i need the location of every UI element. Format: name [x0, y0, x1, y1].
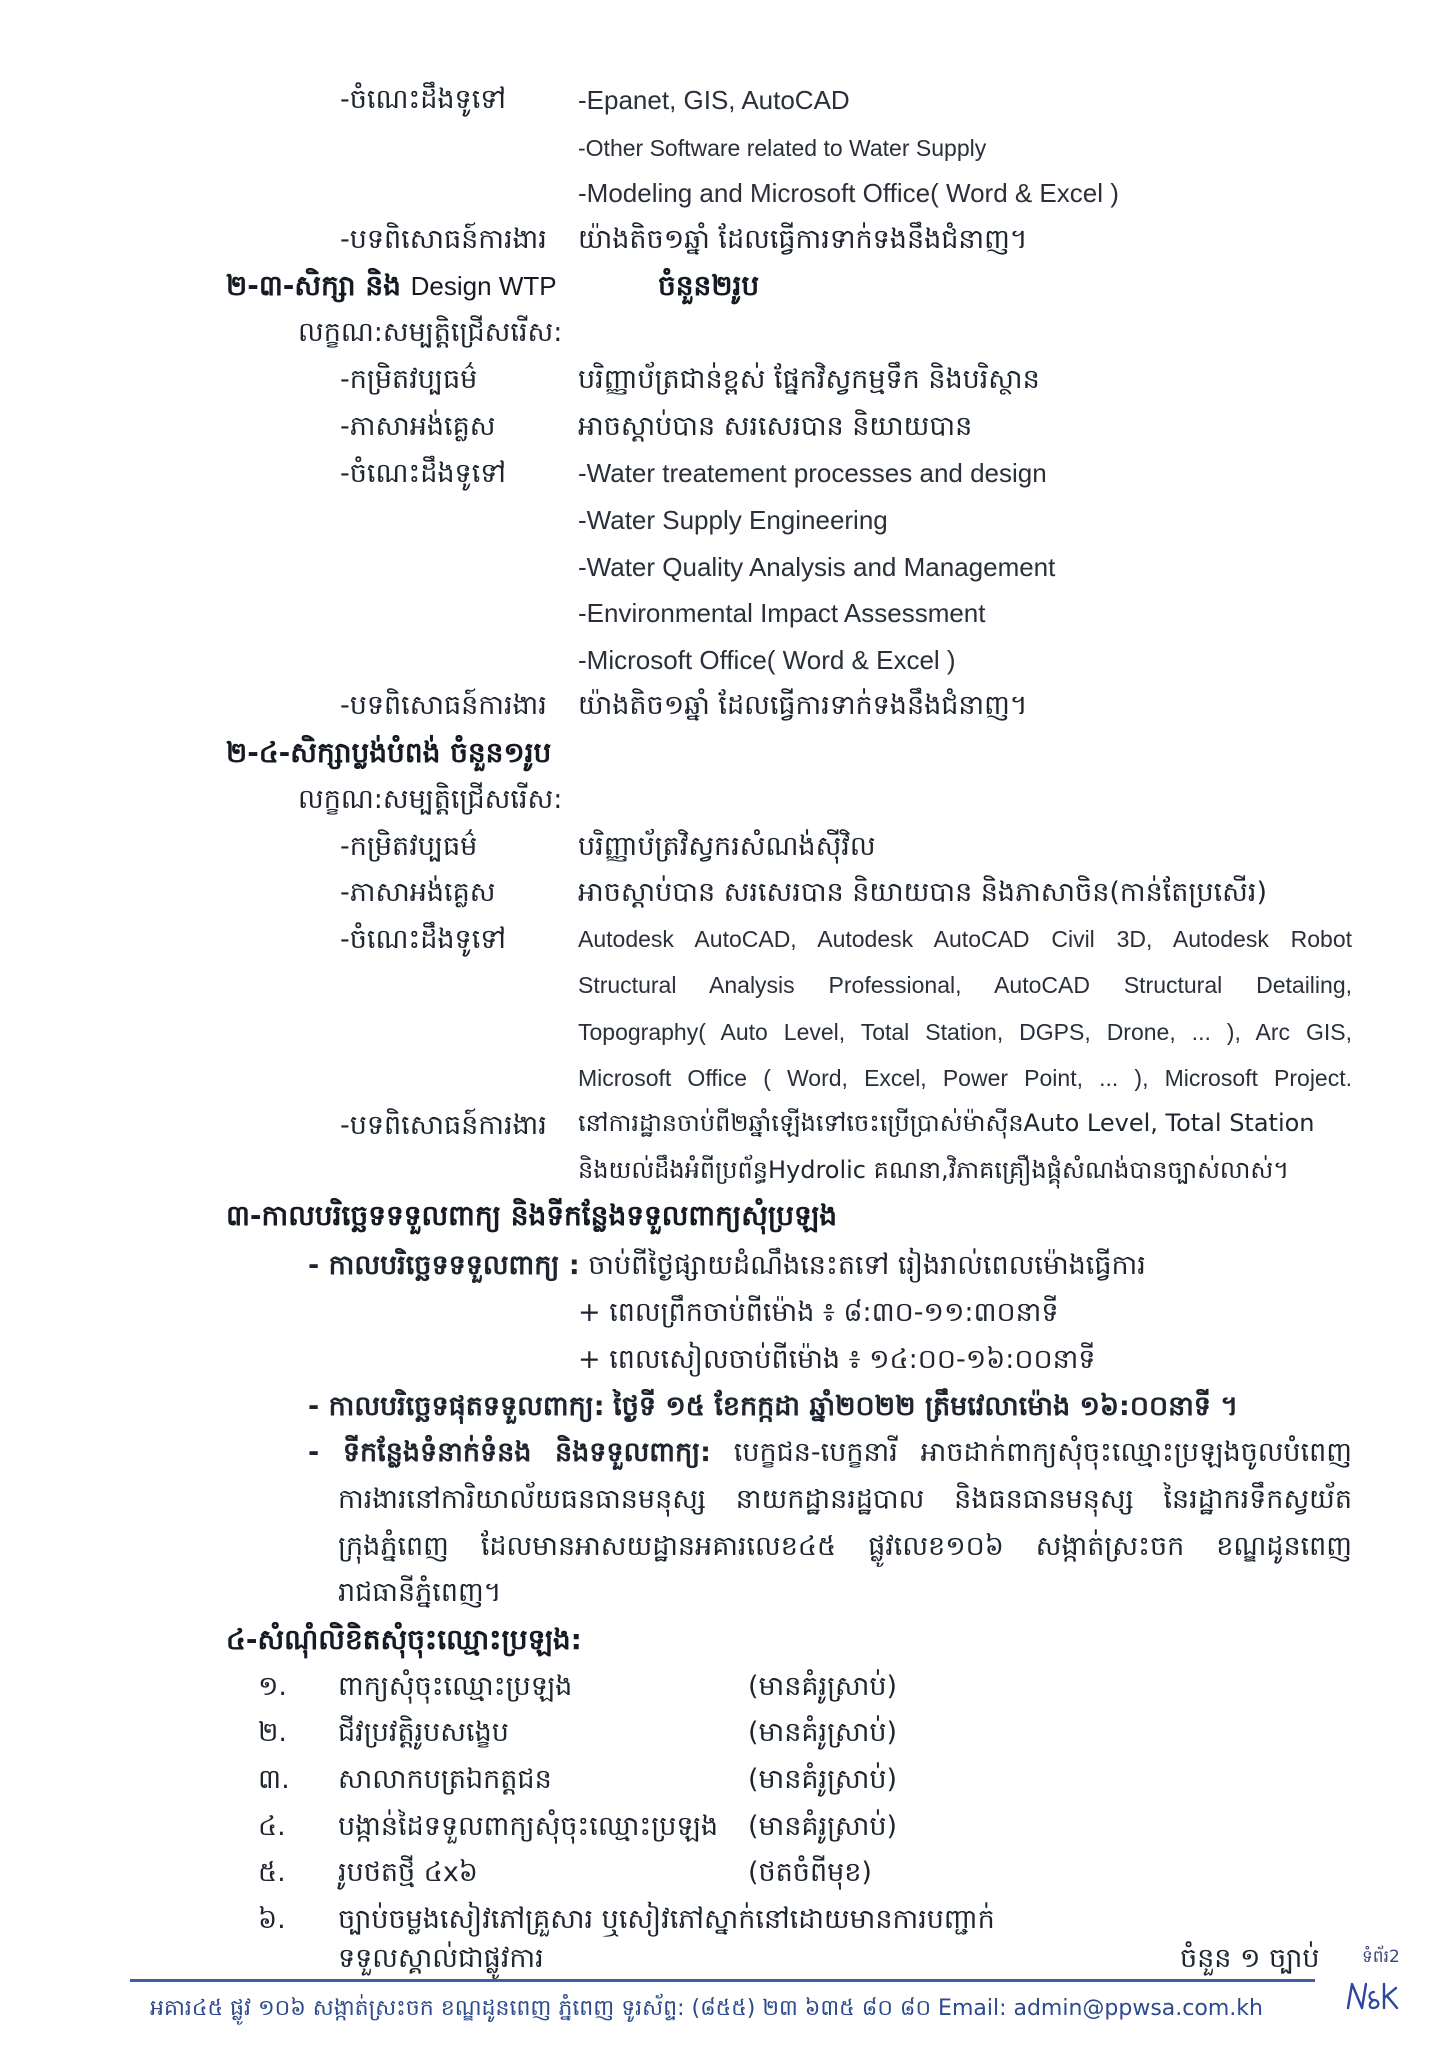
footer-address: អគារ៤៥ ផ្លូវ ១០៦ សង្កាត់ស្រះចក ខណ្ឌដូនពេញ ភ្នំពេញ ទូរស័ព្ទ: (៨៥៥) ២៣ ៦៣៥ ៨០ ៨០ Email: admin@ppwsa.com.kh [150, 1996, 1263, 2021]
sec24-lang: អាចស្តាប់បាន សរសេរបាន និយាយបាន និងភាសាចិន(កាន់តែប្រសើរ) [578, 877, 1267, 908]
sec4-item-2-text: ជីវប្រវត្តិរូបសង្ខេប [338, 1717, 509, 1748]
sec24-knowledge-4: Microsoft Office ( Word, Excel, Power Point, ... ), Microsoft Project. [578, 1065, 1352, 1091]
sec4-item-5-num: ៥. [258, 1857, 286, 1888]
sec4-item-6-count: ចំនួន ១ ច្បាប់ [1180, 1943, 1320, 1974]
sec4-item-4-text: បង្កាន់ដៃទទួលពាក្យសុំចុះឈ្មោះប្រឡង [338, 1811, 718, 1842]
sec23-degree: បរិញ្ញាប័ត្រជាន់ខ្ពស់ ផ្នែកវិស្វកម្មទឹក និងបរិស្ថាន [578, 364, 1040, 395]
sec3-period-line [308, 1250, 1146, 1281]
handwritten-initials-icon [1344, 1978, 1400, 2014]
sec22-knowledge-1: -Epanet, GIS, AutoCAD [578, 85, 850, 115]
sec24-experience-2: និងយល់ដឹងអំពីប្រព័ន្ធHydrolic គណនា,វិភាគគ្រឿងផ្គុំសំណង់បានច្បាស់លាស់។ [578, 1156, 1290, 1184]
sec24-degree: បរិញ្ញាប័ត្រវិស្វករសំណង់ស៊ីវិល [578, 831, 876, 862]
sec23-experience-label: -បទពិសោធន៍ការងារ [340, 690, 547, 721]
sec22-experience-label: -បទពិសោធន៍ការងារ [340, 224, 547, 255]
sec4-item-6-num: ៦. [258, 1904, 286, 1935]
sec4-item-6-text: ច្បាប់ចម្លងសៀវភៅគ្រួសារ ឬសៀវភៅស្នាក់នៅដោយមានការបញ្ជាក់ [338, 1904, 995, 1935]
sec3-deadline: ថ្ងៃទី ១៥ ខែកក្កដា ឆ្នាំ២០២២ ត្រឹមវេលាម៉ោង ១៦:០០នាទី ។ [613, 1391, 1239, 1422]
sec23-knowledge-label: -ចំណេះដឹងទូទៅ [340, 458, 506, 489]
sec22-knowledge-2: -Other Software related to Water Supply [578, 135, 987, 161]
sec24-knowledge-3: Topography( Auto Level, Total Station, DGPS, Drone, ... ), Arc GIS, [578, 1019, 1352, 1045]
sec23-lang-label: -ភាសាអង់គ្លេស [340, 411, 496, 442]
sec23-count: ចំនួន២រូប [658, 269, 760, 302]
sec4-item-3-note: (មានគំរូស្រាប់) [748, 1764, 898, 1795]
sec24-knowledge-label: -ចំណេះដឹងទូទៅ [340, 924, 506, 955]
sec23-knowledge-3: -Water Quality Analysis and Management [578, 552, 1056, 582]
sec24-knowledge-2: Structural Analysis Professional, AutoCAD Structural Detailing, [578, 972, 1352, 998]
sec3-heading: ៣-កាលបរិច្ឆេទទទួលពាក្យ និងទីកន្លែងទទួលពាក្យសុំប្រឡង [226, 1199, 838, 1232]
page-number: ទំព័រ2 [1362, 1947, 1400, 1967]
sec3-period: ចាប់ពីថ្ងៃផ្សាយដំណឹងនេះតទៅ រៀងរាល់ពេលម៉ោងធ្វើការ [588, 1250, 1146, 1281]
sec3-place-1: បេក្ខជន-បេក្ខនារី អាចដាក់ពាក្យសុំចុះឈ្មោះប្រឡងចូលបំពេញ [733, 1437, 1352, 1468]
sec23-knowledge-4: -Environmental Impact Assessment [578, 598, 986, 628]
sec23-degree-label: -កម្រិតវប្បធម៌ [340, 364, 478, 395]
sec22-experience: យ៉ាងតិច១ឆ្នាំ ដែលធ្វើការទាក់ទងនឹងជំនាញ។ [578, 224, 1028, 255]
sec24-heading: ២-៤-សិក្សាប្លង់បំពង់ ចំនួន១រូប [226, 736, 552, 769]
sec24-qual-title: លក្ខណ:សម្បត្តិជ្រើសរើស: [298, 784, 563, 815]
sec4-item-5-note: (ថតចំពីមុខ) [748, 1857, 872, 1888]
sec3-place-3: ក្រុងភ្នំពេញ ដែលមានអាសយដ្ឋានអគារលេខ៤៥ ផ្លូវលេខ១០៦ សង្កាត់ស្រះចក ខណ្ឌដូនពេញ [338, 1531, 1352, 1562]
sec23-knowledge-2: -Water Supply Engineering [578, 505, 888, 535]
sec4-item-1-text: ពាក្យសុំចុះឈ្មោះប្រឡង [338, 1671, 573, 1702]
sec24-degree-label: -កម្រិតវប្បធម៌ [340, 831, 478, 862]
sec23-knowledge-1: -Water treatement processes and design [578, 458, 1047, 488]
sec23-knowledge-5: -Microsoft Office( Word & Excel ) [578, 645, 956, 675]
sec3-afternoon: + ពេលសៀលចាប់ពីម៉ោង ៖ ១៤:០០-១៦:០០នាទី [578, 1344, 1096, 1375]
sec23-experience: យ៉ាងតិច១ឆ្នាំ ដែលធ្វើការទាក់ទងនឹងជំនាញ។ [578, 690, 1028, 721]
sec3-place-2: ការងារនៅការិយាល័យធនធានមនុស្ស នាយកដ្ឋានរដ្ឋបាល និងធនធានមនុស្ស នៃរដ្ឋាករទឹកស្វយ័ត [338, 1484, 1352, 1515]
sec4-item-2-note: (មានគំរូស្រាប់) [748, 1717, 898, 1748]
sec24-experience-label: -បទពិសោធន៍ការងារ [340, 1110, 547, 1141]
sec24-experience-1: នៅការដ្ឋានចាប់ពី២ឆ្នាំឡើងទៅចេះប្រើប្រាស់ម៉ាស៊ីនAuto Level, Total Station [578, 1109, 1315, 1137]
sec4-item-4-note: (មានគំរូស្រាប់) [748, 1811, 898, 1842]
sec24-knowledge-1: Autodesk AutoCAD, Autodesk AutoCAD Civil 3D, Autodesk Robot [578, 926, 1352, 952]
sec3-place-label: - ទីកន្លែងទំនាក់ទំនង និងទទួលពាក្យ: [308, 1437, 711, 1468]
sec4-item-1-num: ១. [258, 1671, 288, 1702]
sec3-place-4: រាជធានីភ្នំពេញ។ [338, 1577, 502, 1608]
sec4-item-5-text: រូបថតថ្មី ៤x៦ [338, 1857, 478, 1888]
sec3-place-line [308, 1437, 1352, 1468]
sec3-period-label: - កាលបរិច្ឆេទទទួលពាក្យ : [308, 1250, 580, 1281]
sec24-lang-label: -ភាសាអង់គ្លេស [340, 877, 496, 908]
sec22-knowledge-3: -Modeling and Microsoft Office( Word & Excel ) [578, 178, 1119, 208]
sec3-deadline-line [308, 1391, 1238, 1422]
footer-rule [130, 1979, 1315, 1982]
sec4-item-3-text: សាលាកបត្រឯកត្តជន [338, 1764, 552, 1795]
sec23-heading-km: ២-៣-សិក្សា និង [226, 269, 401, 302]
sec4-item-2-num: ២. [258, 1717, 288, 1748]
sec3-morning: + ពេលព្រឹកចាប់ពីម៉ោង ៖ ៨:៣០-១១:៣០នាទី [578, 1297, 1059, 1328]
sec4-item-4-num: ៤. [258, 1811, 286, 1842]
sec4-item-6-line2: ទទួលស្គាល់ជាផ្លូវការ [338, 1943, 544, 1974]
sec23-qual-title: លក្ខណ:សម្បត្តិជ្រើសរើស: [298, 317, 563, 348]
sec3-deadline-label: - កាលបរិច្ឆេទផុតទទួលពាក្យ: [308, 1391, 605, 1422]
sec4-item-3-num: ៣. [258, 1764, 290, 1795]
sec22-knowledge-label: -ចំណេះដឹងទូទៅ [340, 84, 506, 115]
sec4-item-1-note: (មានគំរូស្រាប់) [748, 1671, 898, 1702]
sec23-lang: អាចស្តាប់បាន សរសេរបាន និយាយបាន [578, 411, 973, 442]
sec23-heading [226, 270, 557, 302]
sec23-heading-en: Design WTP [410, 271, 557, 301]
sec4-heading: ៤-សំណុំលិខិតសុំចុះឈ្មោះប្រឡង: [226, 1623, 582, 1656]
